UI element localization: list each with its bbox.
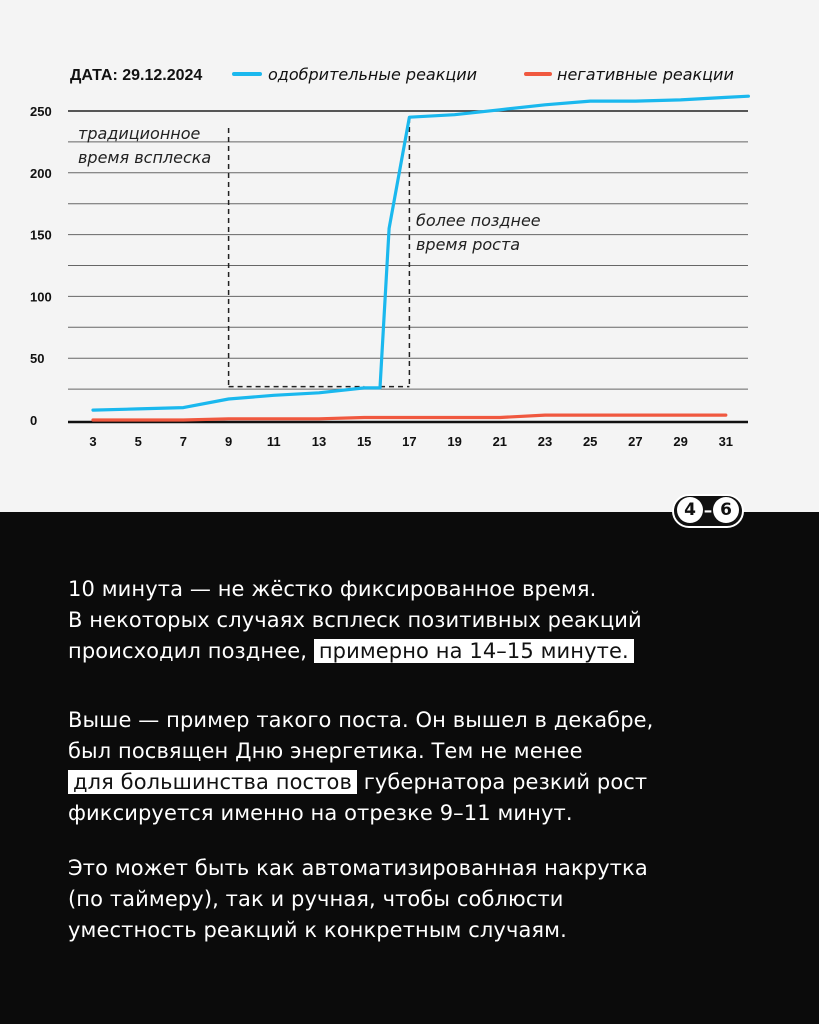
- x-tick-label: 15: [356, 434, 372, 449]
- annotation-traditional-2: время всплеска: [78, 148, 212, 167]
- p3-line-3: уместность реакций к конкретным случаям.: [68, 918, 567, 942]
- x-tick-label: 5: [134, 434, 142, 449]
- x-tick-label: 19: [447, 434, 462, 449]
- y-tick-label: 50: [30, 351, 45, 367]
- x-tick-label: 13: [311, 434, 327, 449]
- paragraph-2: [68, 705, 768, 829]
- x-tick-label: 27: [628, 434, 643, 449]
- p2-highlight: для большинства постов: [68, 770, 357, 794]
- y-tick-label: 100: [30, 289, 52, 305]
- page-from: 4: [677, 497, 703, 523]
- p3-line-1: Это может быть как автоматизированная накрутка: [68, 856, 648, 880]
- p2-line-2: был посвящен Дню энергетика. Тем не менее: [68, 739, 583, 763]
- x-tick-label: 3: [89, 434, 97, 449]
- p2-line-3: губернатора резкий рост: [356, 770, 648, 794]
- p2-line-4: фиксируется именно на отрезке 9–11 минут.: [68, 801, 573, 825]
- y-tick-label: 0: [30, 413, 38, 428]
- p1-highlight: примерно на 14–15 минуте.: [314, 639, 634, 663]
- x-tick-label: 31: [718, 434, 734, 449]
- p1-line-3: происходил позднее,: [68, 639, 314, 663]
- p1-line-1: 10 минута — не жёстко фиксированное время.: [68, 577, 597, 601]
- y-tick-label: 150: [30, 227, 52, 243]
- series-line-negative: [93, 415, 726, 420]
- p2-line-1: Выше — пример такого поста. Он вышел в декабре,: [68, 708, 654, 732]
- x-tick-label: 9: [224, 434, 233, 449]
- y-tick-label: 200: [30, 165, 52, 181]
- x-tick-label: 21: [492, 434, 508, 449]
- annotation-later-1: более позднее: [416, 211, 541, 230]
- legend-negative-label: негативные реакции: [557, 65, 734, 84]
- x-tick-label: 23: [537, 434, 553, 449]
- x-tick-label: 25: [582, 434, 598, 449]
- p1-line-2: В некоторых случаях всплеск позитивных реакций: [68, 608, 642, 632]
- p3-line-2: (по таймеру), так и ручная, чтобы соблюсти: [68, 887, 564, 911]
- y-tick-label: 250: [30, 104, 52, 119]
- x-tick-label: 11: [266, 434, 281, 449]
- page-counter-badge: 4 – 6: [672, 494, 744, 528]
- annotation-later-2: время роста: [416, 235, 521, 254]
- x-tick-label: 29: [673, 434, 688, 449]
- page-to: 6: [713, 497, 739, 523]
- x-tick-label: 7: [179, 434, 188, 449]
- x-tick-label: 17: [402, 434, 417, 449]
- paragraph-3: [68, 853, 768, 946]
- annotation-traditional-1: традиционное: [78, 124, 201, 143]
- legend-positive-label: одобрительные реакции: [268, 65, 478, 84]
- paragraph-1: [68, 574, 768, 667]
- legend-date: ДАТА: 29.12.2024: [70, 67, 203, 84]
